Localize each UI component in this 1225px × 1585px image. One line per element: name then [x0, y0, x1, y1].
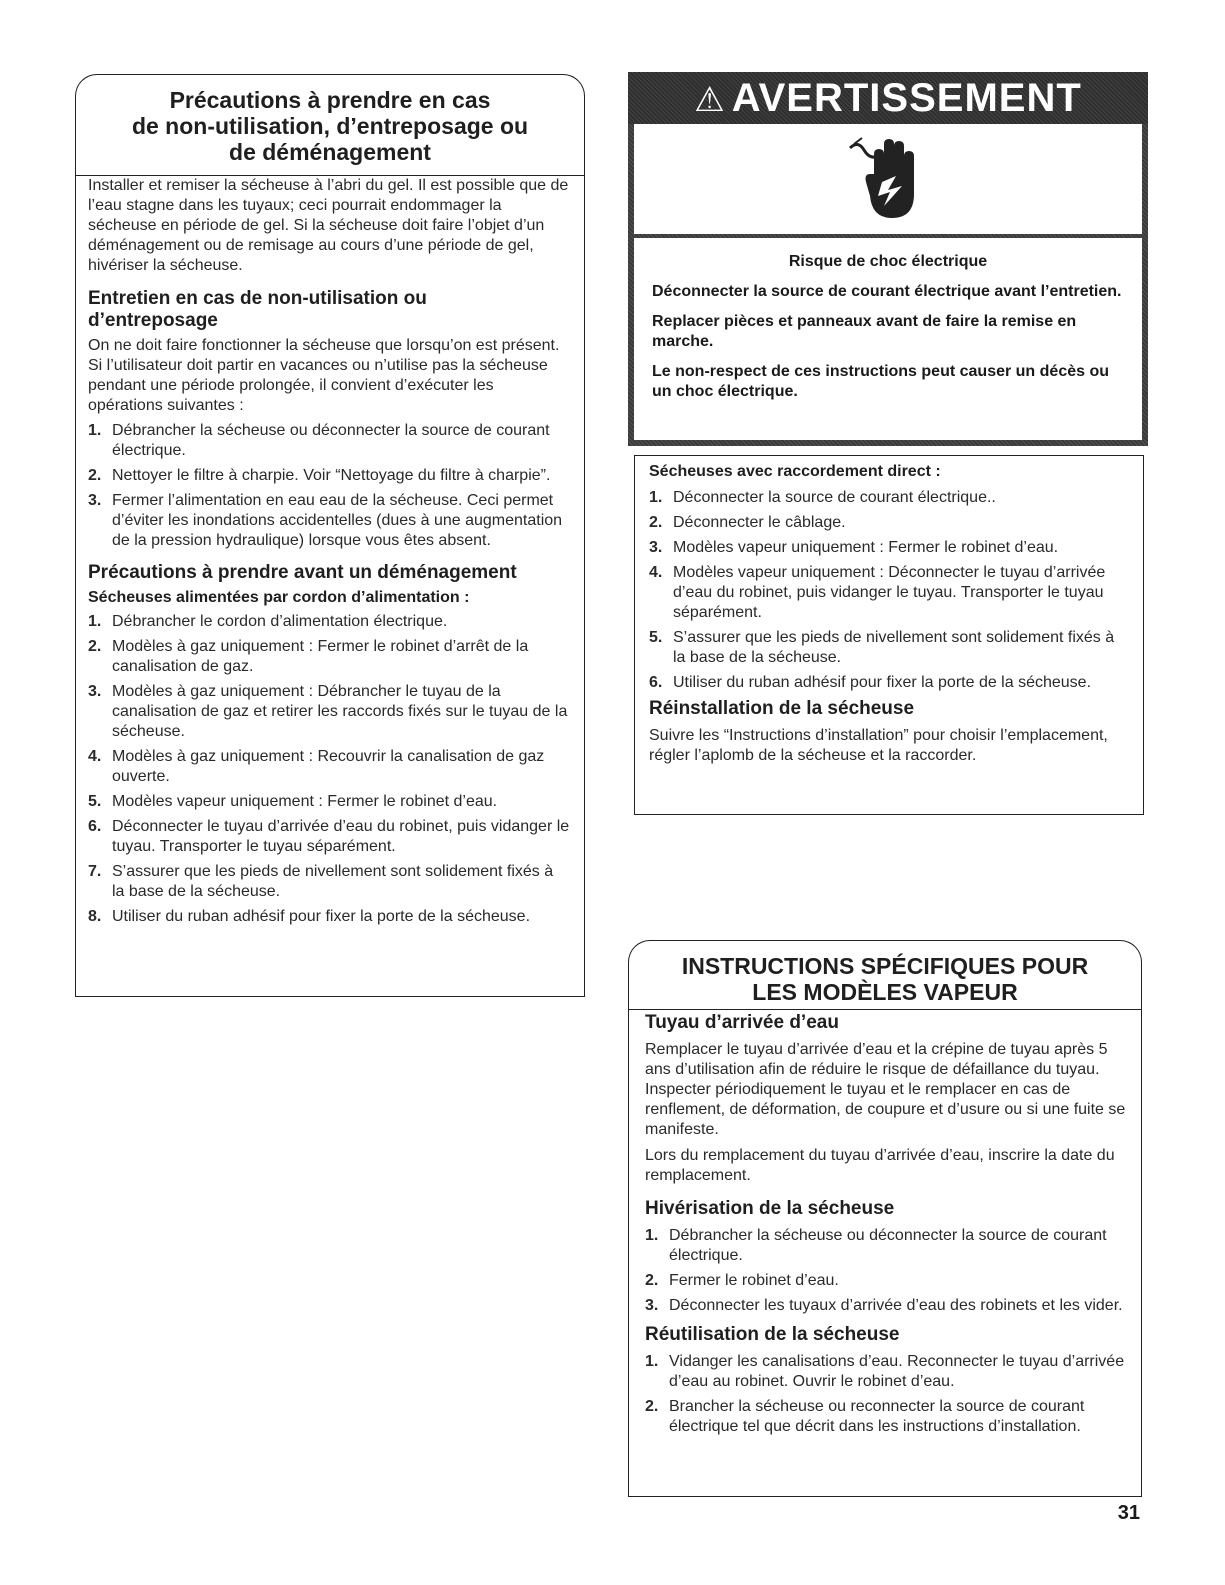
- list-item: 2. Modèles à gaz uniquement : Fermer le robinet d’arrêt de la canalisation de gaz.: [88, 638, 529, 675]
- list-item: 3. Déconnecter les tuyaux d’arrivée d’eau des robinets et les vider.: [645, 1297, 1123, 1314]
- list-item: 2. Nettoyer le filtre à charpie. Voir “Nettoyage du filtre à charpie”.: [88, 467, 551, 484]
- list-item: 3. Fermer l’alimentation en eau eau de la sécheuse. Ceci permet d’éviter les inondations accidentelles (dues à une augmentation de la pression hydraulique) lorsque vous êtes absent.: [88, 492, 563, 549]
- warning-text-panel: [634, 238, 1142, 440]
- direct-wire-steps-list: [649, 488, 1131, 693]
- winterize-steps-list: [645, 1226, 1127, 1316]
- list-item: 5. Modèles vapeur uniquement : Fermer le robinet d’eau.: [88, 793, 498, 810]
- reinstall-text: Suivre les “Instructions d’installation” pour choisir l’emplacement, régler l’aplomb de la sécheuse et la raccorder.: [649, 727, 1108, 764]
- water-hose-paragraph: Remplacer le tuyau d’arrivée d’eau et la crépine de tuyau après 5 ans d’utilisation afin de réduire le risque de défaillance du tuyau. Inspecter périodiquement le tuyau et le remplacer en cas de renflement, de déformation, de coupure et d’usure ou si une fuite se manifeste.: [645, 1041, 1126, 1138]
- list-item: 2. Fermer le robinet d’eau.: [645, 1272, 839, 1289]
- list-item: 1. Déconnecter la source de courant électrique..: [649, 489, 996, 506]
- storage-title-line-2: de non-utilisation, d’entreposage ou: [131, 113, 529, 139]
- storage-intro: Installer et remiser la sécheuse à l’abri du gel. Il est possible que de l’eau stagne dans les tuyaux; ceci pourrait endommager la sécheuse en période de gel. Si la sécheuse doit faire l’objet d’un déménagement ou de remisage au cours d’une période de gel, hivériser la sécheuse.: [88, 177, 569, 274]
- electric-shock-hand-icon: [844, 134, 924, 224]
- warning-banner: [628, 72, 1148, 124]
- reuse-steps-list: [645, 1352, 1127, 1437]
- warning-icon-panel: [634, 124, 1142, 234]
- direct-wire-section: [634, 455, 1144, 815]
- storage-title-line-1: Précautions à prendre en cas: [169, 87, 491, 113]
- list-item: 1. Débrancher la sécheuse ou déconnecter la source de courant électrique.: [645, 1227, 1107, 1264]
- storage-title-line-3: de déménagement: [229, 139, 431, 165]
- corded-dryers-label: Sécheuses alimentées par cordon d’alimentation :: [88, 589, 470, 606]
- moving-subheading: Précautions à prendre avant un déménagement: [88, 562, 517, 583]
- warning-triangle-icon: ⚠: [694, 81, 726, 119]
- list-item: 6. Utiliser du ruban adhésif pour fixer la porte de la sécheuse.: [649, 674, 1092, 691]
- steam-title-line-2: LES MODÈLES VAPEUR: [752, 979, 1018, 1005]
- water-hose-heading: Tuyau d’arrivée d’eau: [645, 1012, 839, 1033]
- list-item: 4. Modèles à gaz uniquement : Recouvrir la canalisation de gaz ouverte.: [88, 748, 545, 785]
- steam-title-line-1: INSTRUCTIONS SPÉCIFIQUES POUR: [681, 953, 1089, 979]
- list-item: 3. Modèles à gaz uniquement : Débrancher le tuyau de la canalisation de gaz et retirer les raccords fixés sur le tuyau de la sécheuse.: [88, 683, 568, 740]
- list-item: 1. Débrancher le cordon d’alimentation électrique.: [88, 613, 448, 630]
- list-item: 1. Vidanger les canalisations d’eau. Reconnecter le tuyau d’arrivée d’eau au robinet. Ouvrir le robinet d’eau.: [645, 1353, 1125, 1390]
- warning-line-2: Replacer pièces et panneaux avant de faire la remise en marche.: [652, 313, 1077, 350]
- reinstall-heading: Réinstallation de la sécheuse: [649, 698, 915, 719]
- warning-line-1: Déconnecter la source de courant électrique avant l’entretien.: [652, 283, 1122, 300]
- list-item: 5. S’assurer que les pieds de nivellement sont solidement fixés à la base de la sécheuse.: [649, 629, 1115, 666]
- direct-wire-label: Sécheuses avec raccordement direct :: [649, 463, 941, 480]
- storage-paragraph: On ne doit faire fonctionner la sécheuse que lorsqu’on est présent. Si l’utilisateur doit partir en vacances ou n’utilise pas la sécheuse pendant une période prolongée, il convient d’exécuter les opérations suivantes :: [88, 337, 560, 414]
- storage-steps-list: [88, 421, 570, 551]
- list-item: 2. Déconnecter le câblage.: [649, 514, 846, 531]
- list-item: 1. Débrancher la sécheuse ou déconnecter la source de courant électrique.: [88, 422, 550, 459]
- storage-subheading: Entretien en cas de non-utilisation ou d’entreposage: [88, 288, 427, 331]
- list-item: 8. Utiliser du ruban adhésif pour fixer la porte de la sécheuse.: [88, 908, 531, 925]
- list-item: 2. Brancher la sécheuse ou reconnecter la source de courant électrique tel que décrit dans les instructions d’installation.: [645, 1398, 1085, 1435]
- storage-section-header: [75, 74, 585, 176]
- list-item: 7. S’assurer que les pieds de nivellement sont solidement fixés à la base de la sécheuse.: [88, 863, 554, 900]
- list-item: 3. Modèles vapeur uniquement : Fermer le robinet d’eau.: [649, 539, 1059, 556]
- winterize-heading: Hivérisation de la sécheuse: [645, 1198, 895, 1219]
- reuse-heading: Réutilisation de la sécheuse: [645, 1324, 900, 1345]
- storage-section-body: [75, 175, 585, 997]
- warning-title: AVERTISSEMENT: [731, 76, 1082, 120]
- steam-section-body: [628, 1009, 1142, 1497]
- page-number: 31: [1117, 1502, 1140, 1524]
- list-item: 6. Déconnecter le tuyau d’arrivée d’eau du robinet, puis vidanger le tuyau. Transporter le tuyau séparément.: [88, 818, 570, 855]
- water-hose-date-note: Lors du remplacement du tuyau d’arrivée d’eau, inscrire la date du remplacement.: [645, 1147, 1115, 1184]
- moving-steps-list: [88, 612, 570, 927]
- list-item: 4. Modèles vapeur uniquement : Déconnecter le tuyau d’arrivée d’eau du robinet, puis vidanger le tuyau. Transporter le tuyau séparément.: [649, 564, 1106, 621]
- steam-section-header: [628, 940, 1142, 1010]
- warning-line-3: Le non-respect de ces instructions peut causer un décès ou un choc électrique.: [652, 363, 1110, 400]
- warning-risk: Risque de choc électrique: [788, 253, 988, 270]
